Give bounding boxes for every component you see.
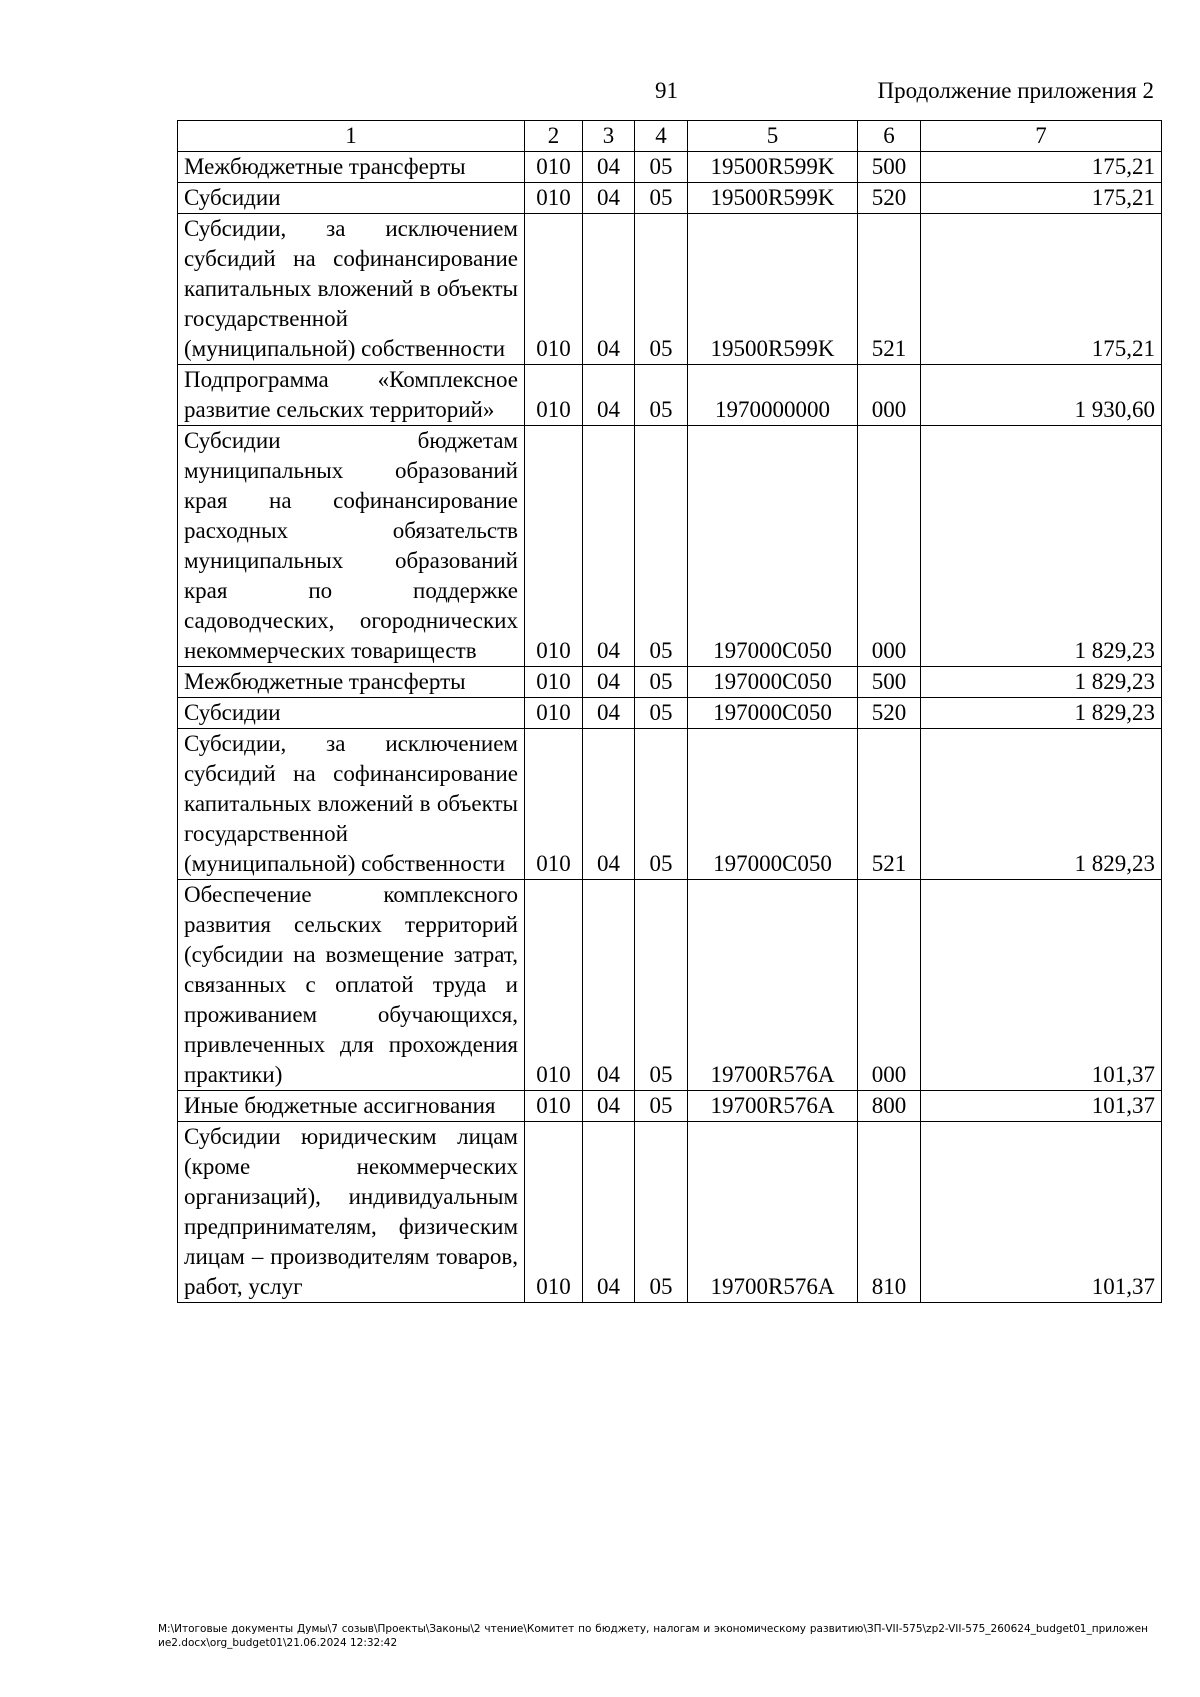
row-code-6: 500 — [858, 667, 921, 698]
row-code-6: 520 — [858, 183, 921, 214]
header-row — [178, 121, 1162, 152]
row-code-5: 19700R576A — [688, 1122, 858, 1303]
row-amount: 101,37 — [921, 880, 1162, 1091]
row-amount: 175,21 — [921, 183, 1162, 214]
row-code-4: 05 — [635, 667, 688, 698]
row-name: Субсидии — [178, 698, 525, 729]
continuation-label: Продолжение приложения 2 — [877, 78, 1154, 103]
table-row — [178, 152, 1162, 183]
table-row — [178, 183, 1162, 214]
row-code-4: 05 — [635, 152, 688, 183]
table-row — [178, 214, 1162, 365]
row-name: Межбюджетные трансферты — [178, 667, 525, 698]
row-code-5: 19500R599K — [688, 183, 858, 214]
row-code-3: 04 — [583, 1091, 635, 1122]
column-header: 2 — [525, 121, 583, 152]
table-row — [178, 1122, 1162, 1303]
row-code-6: 521 — [858, 729, 921, 880]
row-code-5: 19500R599K — [688, 152, 858, 183]
row-code-3: 04 — [583, 365, 635, 426]
column-header: 4 — [635, 121, 688, 152]
row-code-5: 197000C050 — [688, 667, 858, 698]
row-name: Иные бюджетные ассигнования — [178, 1091, 525, 1122]
row-code-6: 521 — [858, 214, 921, 365]
row-name: Субсидии, за исключением субсидий на софинансирование капитальных вложений в объекты государственной (муниципальной) собственности — [178, 214, 525, 365]
row-code-2: 010 — [525, 698, 583, 729]
row-amount: 101,37 — [921, 1091, 1162, 1122]
table-row — [178, 667, 1162, 698]
row-code-6: 500 — [858, 152, 921, 183]
row-code-5: 197000C050 — [688, 426, 858, 667]
row-code-3: 04 — [583, 667, 635, 698]
row-name: Субсидии, за исключением субсидий на софинансирование капитальных вложений в объекты государственной (муниципальной) собственности — [178, 729, 525, 880]
row-code-6: 810 — [858, 1122, 921, 1303]
document-path-footer: М:\Итоговые документы Думы\7 созыв\Проекты\Законы\2 чтение\Комитет по бюджету, налогам и экономическому развитию\ЗП-VII-575\zp2-VII-575_260624_budget01_приложение2.docx\org_budget01\21.06.2024 12:32:42 — [158, 1623, 1148, 1649]
row-code-6: 000 — [858, 880, 921, 1091]
budget-table — [177, 120, 1162, 1303]
row-code-4: 05 — [635, 698, 688, 729]
row-amount: 1 829,23 — [921, 698, 1162, 729]
row-code-2: 010 — [525, 1122, 583, 1303]
row-code-2: 010 — [525, 729, 583, 880]
row-amount: 175,21 — [921, 152, 1162, 183]
row-name: Подпрограмма «Комплексное развитие сельских территорий» — [178, 365, 525, 426]
row-code-2: 010 — [525, 426, 583, 667]
table-row — [178, 426, 1162, 667]
row-code-4: 05 — [635, 729, 688, 880]
page-number: 91 — [655, 78, 678, 103]
row-code-3: 04 — [583, 214, 635, 365]
row-code-2: 010 — [525, 365, 583, 426]
column-header: 3 — [583, 121, 635, 152]
row-amount: 1 829,23 — [921, 667, 1162, 698]
row-code-4: 05 — [635, 1091, 688, 1122]
row-code-5: 197000C050 — [688, 698, 858, 729]
row-code-5: 19700R576A — [688, 1091, 858, 1122]
table-row — [178, 1091, 1162, 1122]
row-name: Обеспечение комплексного развития сельских территорий (субсидии на возмещение затрат, связанных с оплатой труда и проживанием обучающихся, привлеченных для прохождения практики) — [178, 880, 525, 1091]
row-code-4: 05 — [635, 214, 688, 365]
row-code-6: 800 — [858, 1091, 921, 1122]
row-code-3: 04 — [583, 183, 635, 214]
row-code-4: 05 — [635, 1122, 688, 1303]
row-code-2: 010 — [525, 880, 583, 1091]
row-amount: 1 829,23 — [921, 426, 1162, 667]
table-row — [178, 365, 1162, 426]
column-header: 7 — [921, 121, 1162, 152]
row-code-4: 05 — [635, 880, 688, 1091]
row-code-3: 04 — [583, 729, 635, 880]
column-header: 5 — [688, 121, 858, 152]
row-code-4: 05 — [635, 426, 688, 667]
row-code-5: 197000C050 — [688, 729, 858, 880]
row-code-6: 000 — [858, 426, 921, 667]
row-code-3: 04 — [583, 426, 635, 667]
column-header: 6 — [858, 121, 921, 152]
row-code-3: 04 — [583, 152, 635, 183]
table-row — [178, 698, 1162, 729]
table-row — [178, 729, 1162, 880]
column-header: 1 — [178, 121, 525, 152]
row-code-4: 05 — [635, 183, 688, 214]
row-amount: 1 829,23 — [921, 729, 1162, 880]
row-code-5: 1970000000 — [688, 365, 858, 426]
row-code-6: 520 — [858, 698, 921, 729]
row-code-3: 04 — [583, 698, 635, 729]
row-amount: 175,21 — [921, 214, 1162, 365]
row-code-2: 010 — [525, 1091, 583, 1122]
row-name: Субсидии бюджетам муниципальных образований края на софинансирование расходных обязательств муниципальных образований края по поддержке садоводческих, огороднических некоммерческих товариществ — [178, 426, 525, 667]
row-amount: 1 930,60 — [921, 365, 1162, 426]
table-row — [178, 880, 1162, 1091]
row-code-4: 05 — [635, 365, 688, 426]
row-code-3: 04 — [583, 880, 635, 1091]
row-code-2: 010 — [525, 152, 583, 183]
row-code-3: 04 — [583, 1122, 635, 1303]
row-name: Субсидии юридическим лицам (кроме некоммерческих организаций), индивидуальным предпринимателям, физическим лицам – производителям товаров, работ, услуг — [178, 1122, 525, 1303]
row-code-2: 010 — [525, 183, 583, 214]
row-code-5: 19500R599K — [688, 214, 858, 365]
row-code-5: 19700R576A — [688, 880, 858, 1091]
row-code-2: 010 — [525, 667, 583, 698]
row-code-6: 000 — [858, 365, 921, 426]
row-code-2: 010 — [525, 214, 583, 365]
row-name: Межбюджетные трансферты — [178, 152, 525, 183]
row-name: Субсидии — [178, 183, 525, 214]
row-amount: 101,37 — [921, 1122, 1162, 1303]
